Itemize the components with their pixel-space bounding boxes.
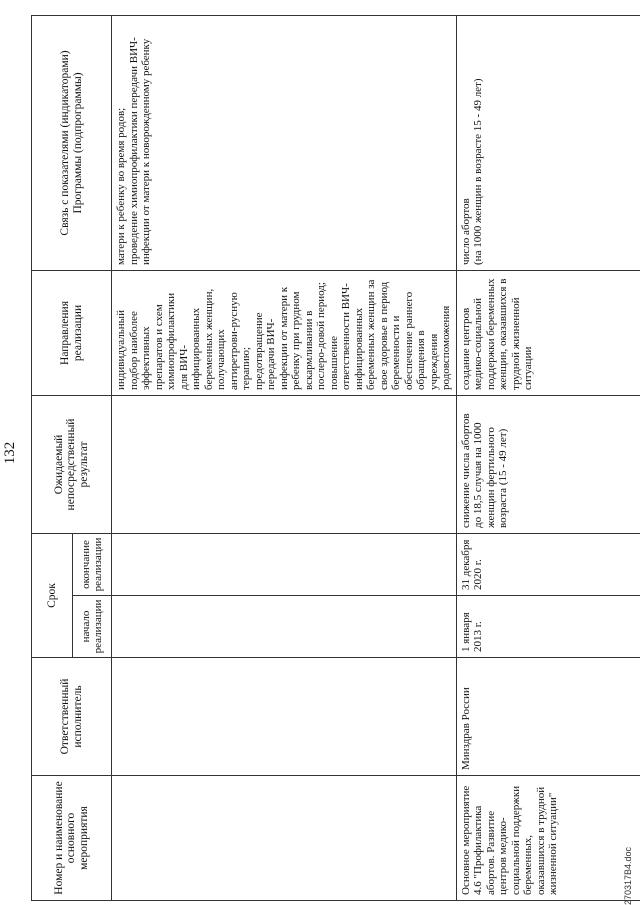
program-measures-table [31,15,640,901]
measure-executor-cell: Минздрав России [456,658,640,776]
header-executor-col: Ответственный исполнитель [32,658,112,776]
cont-directions-cell: индивидуальный подбор наиболее эффективных препаратов и схем химиопрофилактики для ВИЧ-инфицированных беременных женщин, получающих антиретрови-русную терапию; предотвращение передачи ВИЧ-инфекции от матери к ребенку при грудном вскармливании в послеро-довой период; повышение ответственности ВИЧ-инфицированных беременных женщин за свое здоровье в период беременности и обеспечение раннего обращения в учреждения родовспоможения [112,270,457,395]
cont-end-cell [112,533,457,595]
cont-start-cell [112,596,457,658]
header-term-end: окончание реализации [73,533,112,595]
measure-start-cell: 1 января 2013 г. [456,596,640,658]
measure-directions-cell: создание центров медико-социальной поддержки беременных женщин, оказавшихся в трудной жизненной ситуации [456,270,640,395]
header-row [32,15,73,900]
cont-executor-cell [112,658,457,776]
page-number: 132 [2,441,18,465]
measure-name-cell: Основное мероприятие 4.6 "Профилактика абортов. Развитие центров медико-социальной поддержки беременных, оказавшихся в трудной жизненной ситуации" [456,776,640,901]
header-directions-col: Направления реализации [32,270,112,395]
header-indicators-col: Связь с показателями (индикаторами) Программы (подпрограммы) [32,15,112,270]
cont-result-cell [112,395,457,533]
continuation-row [112,15,457,900]
file-footer: 270317B4.doc [623,846,633,905]
header-term-group: Срок [32,533,73,657]
header-name-col: Номер и наименование основного мероприятия [32,776,112,901]
measure-indicators-cell: число абортов (на 1000 женщин в возрасте 15 - 49 лет) [456,15,640,270]
measure-end-cell: 31 декабря 2020 г. [456,533,640,595]
header-term-start: начало реализации [73,596,112,658]
measure-result-cell: снижение числа абортов до 18,5 случая на 1000 женщин фертильного возраста (15 - 49 лет) [456,395,640,533]
cont-name-cell [112,776,457,901]
measure-row-4-6 [456,15,640,900]
cont-indicators-cell: матери к ребенку во время родов; проведение химиопрофилактики передачи ВИЧ-инфекции от матери к новорожденному ребенку [112,15,457,270]
header-result-col: Ожидаемый непосредственный результат [32,395,112,533]
